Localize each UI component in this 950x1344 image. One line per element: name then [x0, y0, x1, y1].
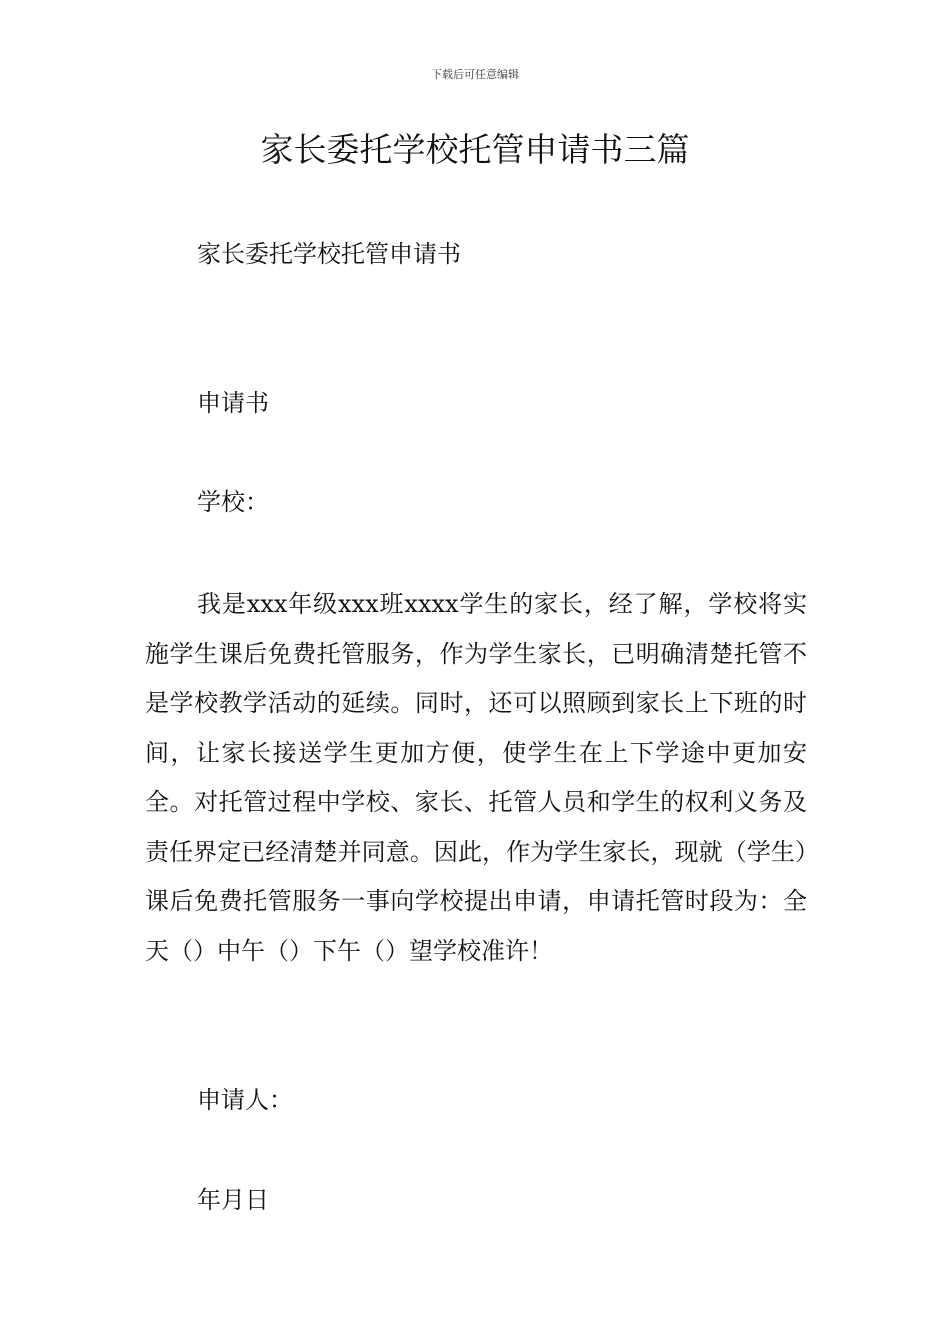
letter-salutation: 学校： [197, 488, 269, 516]
date-label: 年月日 [197, 1186, 269, 1214]
applicant-label: 申请人： [197, 1086, 293, 1114]
header-note: 下载后可任意编辑 [431, 68, 519, 81]
letter-body-paragraph: 我是xxx年级xxx班xxxx学生的家长，经了解，学校将实施学生课后免费托管服务，作为学生家长，已明确清楚托管不是学校教学活动的延续。同时，还可以照顾到家长上下班的时间，让家长接送学生更加方便，使学生在上下学途中更加安全。对托管过程中学校、家长、托管人员和学生的权利义务及责任界定已经清楚并同意。因此，作为学生家长，现就（学生）课后免费托管服务一事向学校提出申请，申请托管时段为：全天（）中午（）下午（）望学校准许！ [145, 590, 807, 965]
document-title: 家长委托学校托管申请书三篇 [260, 130, 690, 169]
document-subtitle: 家长委托学校托管申请书 [197, 240, 461, 268]
letter-heading: 申请书 [197, 389, 269, 417]
